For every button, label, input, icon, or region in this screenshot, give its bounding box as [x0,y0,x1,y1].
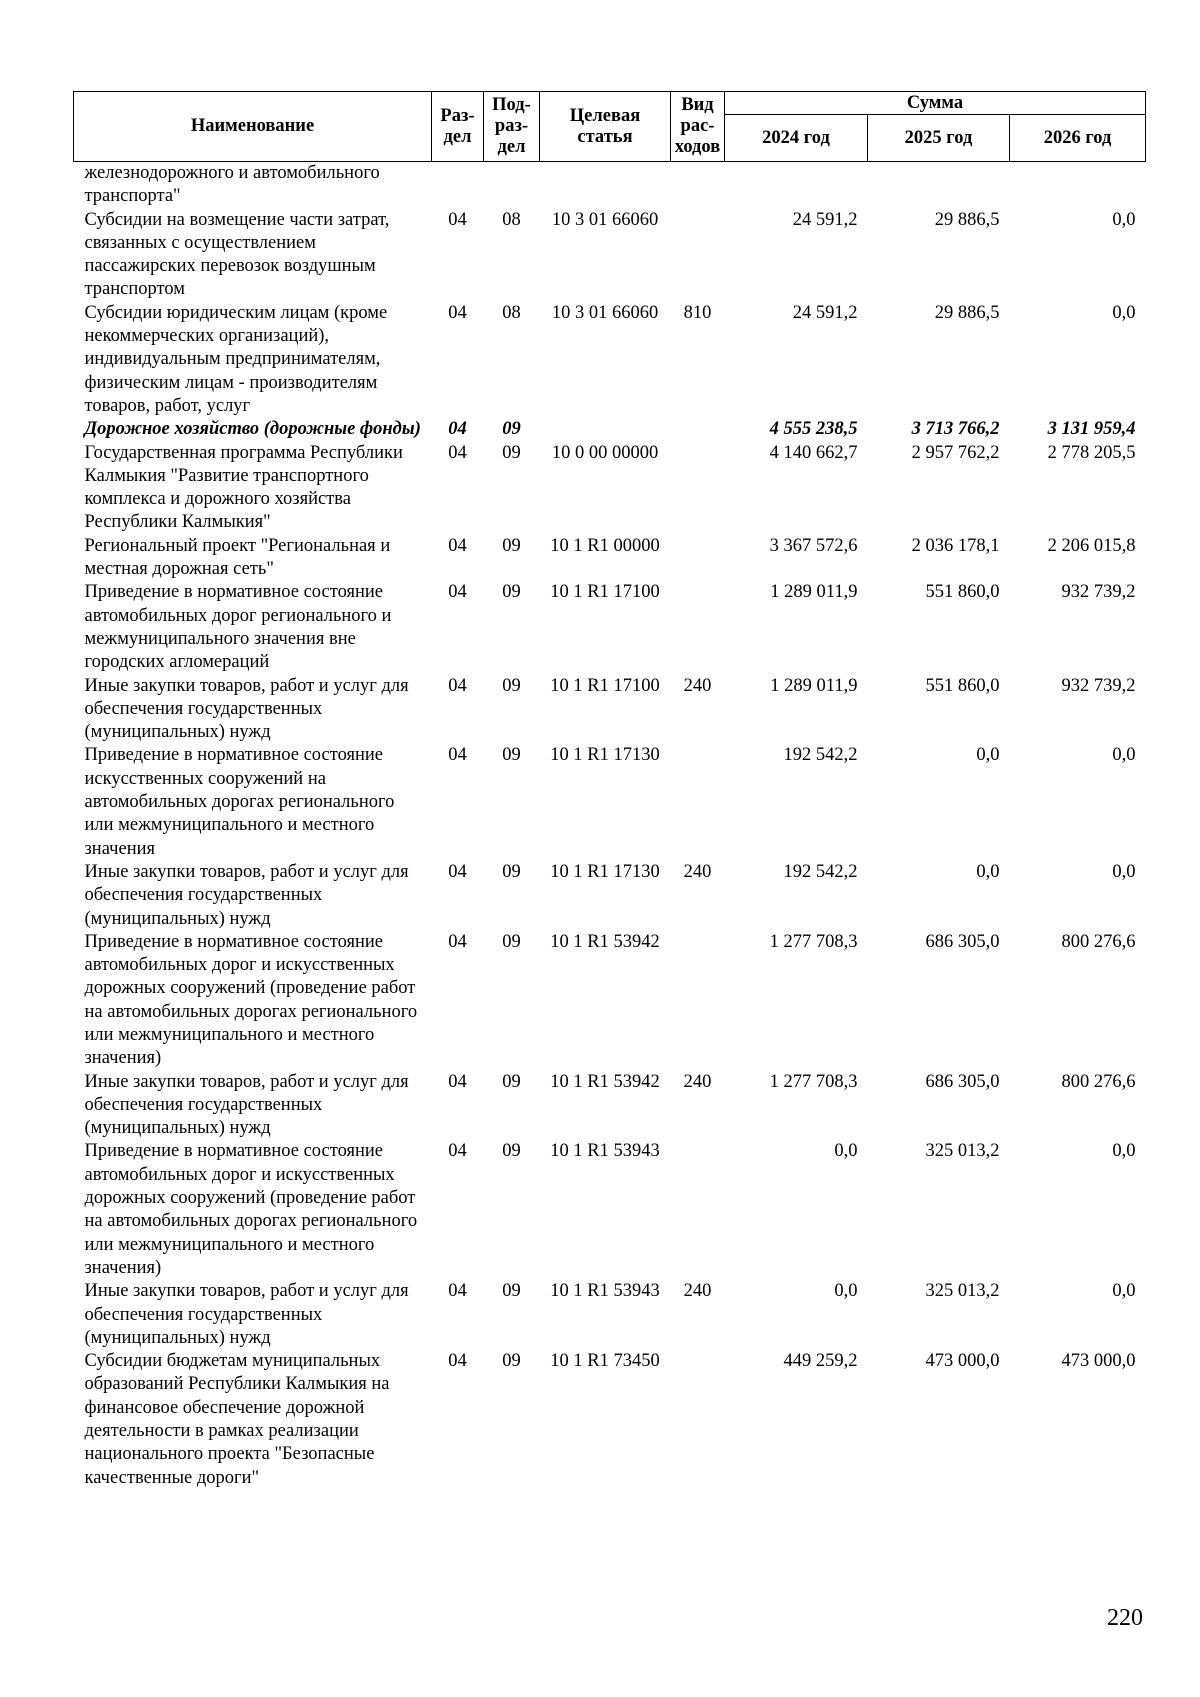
row-sum-2024: 1 289 011,9 [770,582,858,603]
row-podrazdel: 09 [502,1071,521,1092]
row-name: Приведение в нормативное состояние автомобильных дорог регионального и межмуниципального значения вне городских агломераций [84,582,392,673]
row-sum-2025: 551 860,0 [925,582,1000,603]
row-sum-2026: 0,0 [1112,209,1136,230]
row-sum-2024: 1 277 708,3 [769,931,858,952]
row-razdel: 04 [448,931,467,952]
row-sum-2026: 0,0 [1112,1281,1136,1302]
row-sum-2026: 2 778 205,5 [1047,442,1136,463]
header-name: Наименование [74,92,432,162]
row-sum-2025: 686 305,0 [925,1071,1000,1092]
row-statya: 10 0 00 00000 [551,442,659,463]
row-podrazdel [484,162,540,209]
table-row [74,162,1146,209]
table-row [74,675,1146,745]
row-podrazdel: 08 [502,302,521,323]
row-vid [671,442,725,535]
row-vid [671,581,725,674]
row-vid [671,418,725,441]
row-podrazdel: 09 [502,442,521,463]
row-podrazdel: 09 [502,1351,521,1372]
row-razdel: 04 [448,1071,467,1092]
row-statya: 10 3 01 66060 [551,302,659,323]
row-statya: 10 1 R1 53942 [550,1071,660,1092]
row-name: Дорожное хозяйство (дорожные фонды) [84,419,421,440]
row-vid [671,744,725,860]
row-sum-2026: 3 131 959,4 [1047,419,1136,440]
table-row [74,931,1146,1071]
row-statya [540,162,671,209]
row-razdel: 04 [448,442,467,463]
row-sum-2024: 0,0 [834,1141,858,1162]
row-sum-2026: 0,0 [1112,861,1136,882]
row-vid [671,162,725,209]
table-body [74,162,1146,1490]
row-sum-2026: 0,0 [1112,745,1136,766]
row-podrazdel: 08 [502,209,521,230]
row-sum-2025: 473 000,0 [925,1351,1000,1372]
row-sum-2025: 325 013,2 [925,1281,1000,1302]
row-sum-2024: 24 591,2 [792,302,858,323]
row-sum-2025: 2 957 762,2 [911,442,1000,463]
row-statya: 10 1 R1 17100 [550,675,660,696]
row-sum-2025: 29 886,5 [934,209,1000,230]
row-razdel: 04 [448,675,467,696]
row-sum-2026: 932 739,2 [1061,675,1136,696]
header-razdel: Раз- дел [432,92,484,162]
row-razdel: 04 [448,419,467,440]
row-podrazdel: 09 [502,535,521,556]
row-podrazdel: 09 [502,419,521,440]
header-2024: 2024 год [725,115,868,162]
row-sum-2026: 800 276,6 [1061,1071,1136,1092]
budget-table [73,91,1146,1490]
table-row [74,861,1146,931]
row-name: Приведение в нормативное состояние автомобильных дорог и искусственных дорожных сооружений (проведение работ на автомобильных дорогах регионального или межмуниципального и местного значения) [84,931,418,1069]
row-sum-2025: 3 713 766,2 [911,419,1000,440]
row-vid: 240 [683,1071,712,1092]
row-sum-2024: 0,0 [834,1281,858,1302]
row-vid [671,931,725,1071]
header-podrazdel: Под- раз- дел [484,92,540,162]
header-summa: Сумма [725,92,1146,115]
row-razdel: 04 [448,861,467,882]
row-vid: 240 [683,861,712,882]
table-row [74,1350,1146,1490]
row-sum-2025: 686 305,0 [925,931,1000,952]
row-name: Субсидии юридическим лицам (кроме некоммерческих организаций), индивидуальным предпринимателям, физическим лицам - производителям товаров, работ, услуг [84,302,388,416]
row-podrazdel: 09 [502,931,521,952]
row-statya: 10 1 R1 17130 [550,861,660,882]
header-2026: 2026 год [1010,115,1146,162]
row-name: Иные закупки товаров, работ и услуг для обеспечения государственных (муниципальных) нужд [84,861,409,929]
row-sum-2024 [725,162,868,209]
row-sum-2026: 800 276,6 [1061,931,1136,952]
row-sum-2026: 932 739,2 [1061,582,1136,603]
row-sum-2024: 449 259,2 [783,1351,858,1372]
row-statya: 10 1 R1 00000 [550,535,660,556]
row-statya: 10 1 R1 53943 [550,1281,660,1302]
row-razdel: 04 [448,1141,467,1162]
row-razdel: 04 [448,535,467,556]
row-statya: 10 1 R1 73450 [550,1351,660,1372]
row-sum-2026: 2 206 015,8 [1047,535,1136,556]
table-row [74,581,1146,674]
row-podrazdel: 09 [502,582,521,603]
table-row [74,302,1146,418]
row-name: Государственная программа Республики Калмыкия "Развитие транспортного комплекса и дорожного хозяйства Республики Калмыкия" [84,442,403,533]
row-sum-2025: 325 013,2 [925,1141,1000,1162]
row-razdel [432,162,484,209]
table-row [74,1071,1146,1141]
table-row [74,1140,1146,1280]
row-vid: 240 [683,1281,712,1302]
table-row [74,744,1146,860]
row-razdel: 04 [448,302,467,323]
row-sum-2024: 24 591,2 [792,209,858,230]
row-sum-2024: 1 289 011,9 [770,675,858,696]
header-2025: 2025 год [868,115,1010,162]
row-razdel: 04 [448,209,467,230]
row-sum-2026: 0,0 [1112,302,1136,323]
row-podrazdel: 09 [502,1281,521,1302]
row-vid: 810 [683,302,712,323]
table-row [74,1280,1146,1350]
row-podrazdel: 09 [502,1141,521,1162]
row-name: Иные закупки товаров, работ и услуг для обеспечения государственных (муниципальных) нужд [84,675,409,743]
table-row [74,442,1146,535]
row-vid: 240 [683,675,712,696]
row-vid [671,1350,725,1490]
row-podrazdel: 09 [502,861,521,882]
row-sum-2025 [868,162,1010,209]
row-sum-2024: 192 542,2 [783,861,858,882]
row-razdel: 04 [448,1351,467,1372]
row-podrazdel: 09 [502,675,521,696]
row-name: Субсидии на возмещение части затрат, связанных с осуществлением пассажирских перевозок воздушным транспортом [84,209,390,300]
row-name: железнодорожного и автомобильного транспорта" [84,163,380,207]
row-name: Приведение в нормативное состояние автомобильных дорог и искусственных дорожных сооружений (проведение работ на автомобильных дорогах регионального или межмуниципального и местного значения) [84,1141,418,1278]
row-name: Приведение в нормативное состояние искусственных сооружений на автомобильных дорогах регионального или межмуниципального и местного значения [84,745,395,859]
header-statya: Целевая статья [540,92,671,162]
row-sum-2024: 1 277 708,3 [769,1071,858,1092]
row-razdel: 04 [448,1281,467,1302]
row-sum-2025: 0,0 [976,745,1000,766]
row-sum-2026: 0,0 [1112,1141,1136,1162]
row-sum-2026: 473 000,0 [1061,1351,1136,1372]
row-statya: 10 3 01 66060 [551,209,659,230]
row-sum-2025: 2 036 178,1 [911,535,1000,556]
row-name: Иные закупки товаров, работ и услуг для обеспечения государственных (муниципальных) нужд [84,1071,409,1139]
row-razdel: 04 [448,745,467,766]
table-row [74,535,1146,582]
table-row [74,209,1146,302]
row-sum-2026 [1010,162,1146,209]
row-statya [540,418,671,441]
row-vid [671,535,725,582]
table-row [74,418,1146,441]
row-sum-2024: 4 555 238,5 [769,419,858,440]
page-number: 220 [1107,1605,1143,1631]
row-name: Субсидии бюджетам муниципальных образований Республики Калмыкия на финансовое обеспечение дорожной деятельности в рамках реализации национального проекта "Безопасные качественные дороги" [84,1351,390,1488]
row-sum-2025: 551 860,0 [925,675,1000,696]
row-podrazdel: 09 [502,745,521,766]
row-vid [671,1140,725,1280]
row-statya: 10 1 R1 17100 [550,582,660,603]
row-statya: 10 1 R1 53942 [550,931,660,952]
row-name: Иные закупки товаров, работ и услуг для обеспечения государственных (муниципальных) нужд [84,1281,409,1348]
row-name: Региональный проект "Региональная и местная дорожная сеть" [84,535,391,580]
row-razdel: 04 [448,582,467,603]
row-statya: 10 1 R1 17130 [550,745,660,766]
header-vid: Вид рас- ходов [671,92,725,162]
row-vid [671,209,725,302]
row-sum-2024: 4 140 662,7 [769,442,858,463]
row-statya: 10 1 R1 53943 [550,1141,660,1162]
row-sum-2025: 0,0 [976,861,1000,882]
row-sum-2024: 3 367 572,6 [769,535,858,556]
row-sum-2024: 192 542,2 [783,745,858,766]
row-sum-2025: 29 886,5 [934,302,1000,323]
